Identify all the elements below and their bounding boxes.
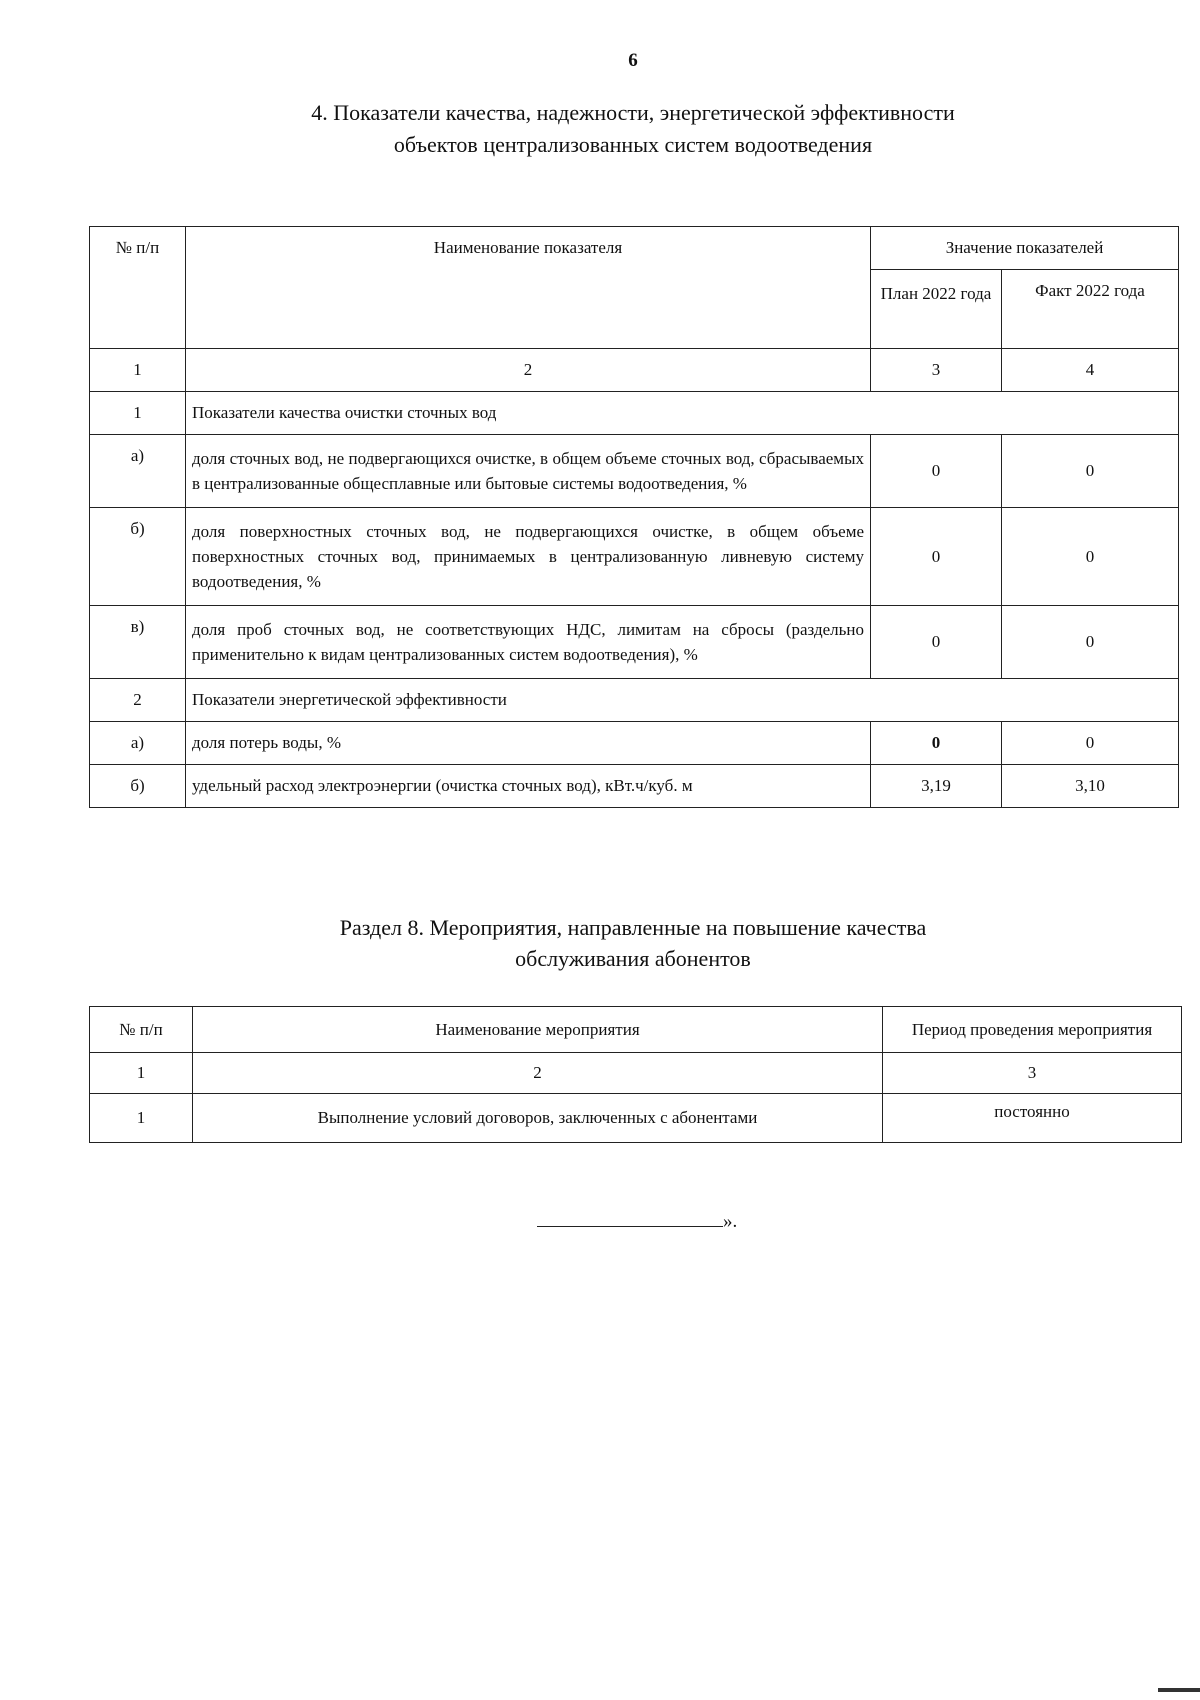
section8-title: Раздел 8. Мероприятия, направленные на повышение качества обслуживания абонентов bbox=[339, 915, 927, 971]
header-plan: План 2022 года bbox=[871, 270, 1002, 349]
col-number: 3 bbox=[871, 349, 1002, 392]
column-number-row bbox=[90, 1053, 1182, 1094]
row-plan: 0 bbox=[871, 508, 1002, 606]
header-period: Период проведения мероприятия bbox=[883, 1007, 1182, 1053]
closing-line bbox=[537, 1208, 737, 1233]
row-num: а) bbox=[90, 435, 186, 508]
col-number: 1 bbox=[90, 1053, 193, 1094]
table-row bbox=[90, 765, 1179, 808]
row-num: в) bbox=[90, 606, 186, 679]
header-values: Значение показателей bbox=[871, 227, 1179, 270]
col-number: 1 bbox=[90, 349, 186, 392]
signature-underline bbox=[537, 1208, 723, 1227]
col-number: 2 bbox=[186, 349, 871, 392]
row-num: б) bbox=[90, 765, 186, 808]
row-period: постоянно bbox=[883, 1094, 1182, 1143]
row-name: доля поверхностных сточных вод, не подвергающихся очистке, в общем объеме поверхностных сточных вод, принимаемых в централизованную ливневую систему водоотведения, % bbox=[186, 508, 871, 606]
row-fact: 0 bbox=[1002, 606, 1179, 679]
header-num: № п/п bbox=[90, 227, 186, 349]
quality-indicators-table bbox=[89, 226, 1179, 808]
table-row bbox=[90, 606, 1179, 679]
group-num: 1 bbox=[90, 392, 186, 435]
scan-edge-mark bbox=[1158, 1688, 1200, 1692]
closing-quote: ». bbox=[723, 1211, 738, 1232]
group-row bbox=[90, 392, 1179, 435]
row-fact: 3,10 bbox=[1002, 765, 1179, 808]
row-num: б) bbox=[90, 508, 186, 606]
table-header-row bbox=[90, 1007, 1182, 1053]
section4-title: 4. Показатели качества, надежности, энергетической эффективности объектов централизованных систем водоотведения bbox=[311, 100, 955, 157]
row-name: удельный расход электроэнергии (очистка сточных вод), кВт.ч/куб. м bbox=[186, 765, 871, 808]
header-name: Наименование мероприятия bbox=[193, 1007, 883, 1053]
col-number: 2 bbox=[193, 1053, 883, 1094]
table-header-row bbox=[90, 227, 1179, 270]
column-number-row bbox=[90, 349, 1179, 392]
row-fact: 0 bbox=[1002, 508, 1179, 606]
table-row bbox=[90, 1094, 1182, 1143]
row-num: а) bbox=[90, 722, 186, 765]
header-name: Наименование показателя bbox=[186, 227, 871, 349]
col-number: 4 bbox=[1002, 349, 1179, 392]
col-number: 3 bbox=[883, 1053, 1182, 1094]
row-name: доля проб сточных вод, не соответствующих НДС, лимитам на сбросы (раздельно применительно к видам централизованных систем водоотведения), % bbox=[186, 606, 871, 679]
row-name: доля сточных вод, не подвергающихся очистке, в общем объеме сточных вод, сбрасываемых в централизованные общесплавные или бытовые системы водоотведения, % bbox=[186, 435, 871, 508]
group-label: Показатели энергетической эффективности bbox=[186, 679, 1179, 722]
page-number: 6 bbox=[628, 50, 638, 71]
group-label: Показатели качества очистки сточных вод bbox=[186, 392, 1179, 435]
row-plan: 0 bbox=[871, 606, 1002, 679]
row-fact: 0 bbox=[1002, 722, 1179, 765]
row-plan: 0 bbox=[871, 722, 1002, 765]
table-row bbox=[90, 508, 1179, 606]
header-fact: Факт 2022 года bbox=[1002, 270, 1179, 349]
group-row bbox=[90, 679, 1179, 722]
row-num: 1 bbox=[90, 1094, 193, 1143]
row-name: доля потерь воды, % bbox=[186, 722, 871, 765]
group-num: 2 bbox=[90, 679, 186, 722]
row-fact: 0 bbox=[1002, 435, 1179, 508]
row-name: Выполнение условий договоров, заключенных с абонентами bbox=[193, 1094, 883, 1143]
row-plan: 0 bbox=[871, 435, 1002, 508]
header-num: № п/п bbox=[90, 1007, 193, 1053]
table-row bbox=[90, 435, 1179, 508]
row-plan: 3,19 bbox=[871, 765, 1002, 808]
customer-service-table bbox=[89, 1006, 1182, 1143]
table-row bbox=[90, 722, 1179, 765]
